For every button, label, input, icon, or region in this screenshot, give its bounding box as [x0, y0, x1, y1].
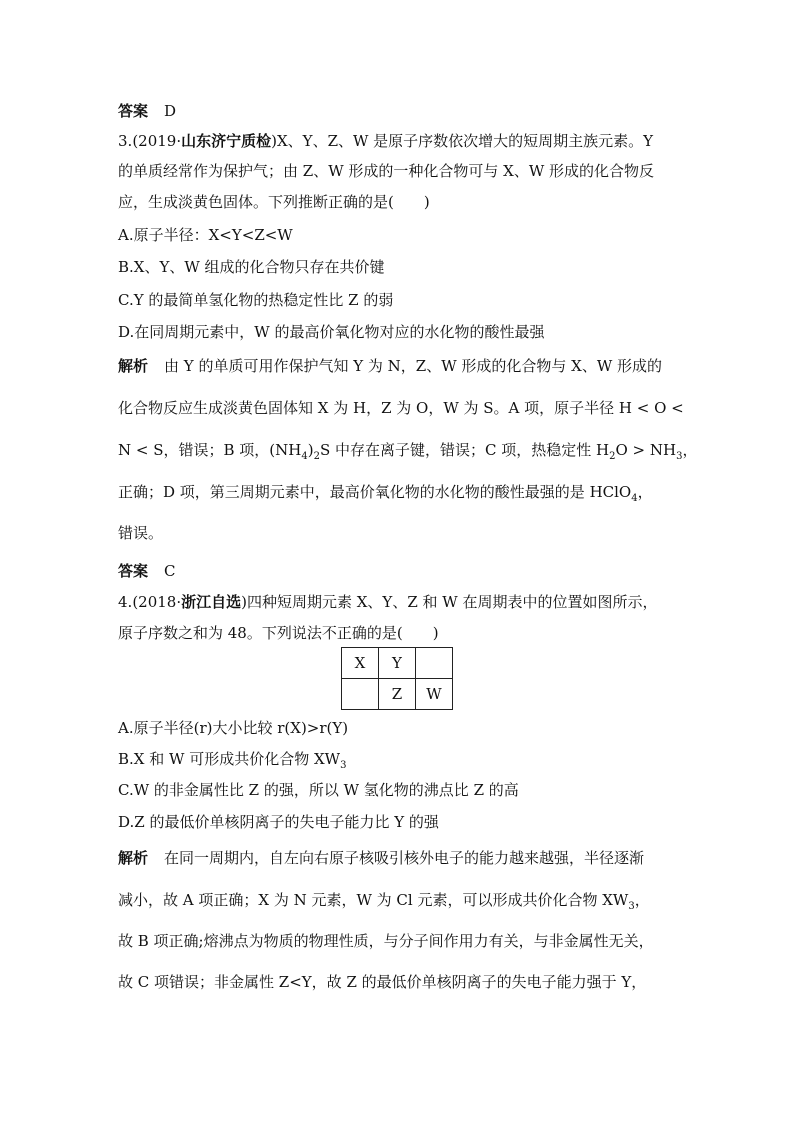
q3-option-c: C.Y 的最简单氢化物的热稳定性比 Z 的弱	[118, 291, 394, 309]
q3-analysis-4b: ，	[637, 483, 653, 501]
table-row	[342, 679, 453, 710]
q3-source-close: )	[271, 132, 277, 150]
q4-analysis-2a: 减小，故 A 项正确；X 为 N 元素，W 为 Cl 元素，可以形成共价化合物 XW	[118, 891, 629, 909]
q3-analysis-1: 由 Y 的单质可用作保护气知 Y 为 N，Z、W 形成的化合物与 X、W 形成的	[164, 357, 663, 375]
q4-option-b-sub: 3	[340, 760, 347, 771]
table-cell: Y	[379, 648, 416, 679]
q3-stem-line-3: 应，生成淡黄色固体。下列推断正确的是( )	[118, 193, 430, 211]
answer-label: 答案	[118, 562, 149, 580]
q4-option-b-text: B.X 和 W 可形成共价化合物 XW	[118, 750, 341, 768]
q2-answer: D	[164, 102, 177, 120]
table-row	[342, 648, 453, 679]
q3-source-open: (2019·	[132, 132, 182, 150]
q3-option-d: D.在同周期元素中，W 的最高价氧化物对应的水化物的酸性最强	[118, 323, 545, 341]
q3-analysis-3-sub3: 2	[609, 451, 616, 462]
q4-option-d: D.Z 的最低价单核阴离子的失电子能力比 Y 的强	[118, 813, 439, 831]
q4-analysis-line-1	[118, 848, 644, 868]
q3-option-b: B.X、Y、W 组成的化合物只存在共价键	[118, 258, 385, 276]
q3-analysis-3e: ，	[682, 441, 698, 459]
table-cell	[342, 679, 379, 710]
periodic-table-fragment	[341, 647, 453, 710]
q4-source-close: )	[241, 593, 247, 611]
q4-source-open: (2018·	[132, 593, 182, 611]
analysis-label: 解析	[118, 357, 149, 375]
q4-analysis-line-4: 故 C 项错误；非金属性 Z<Y，故 Z 的最低价单核阴离子的失电子能力强于 Y，	[118, 973, 647, 991]
q2-answer-line	[118, 101, 176, 121]
q4-source: 浙江自选	[181, 593, 242, 611]
q3-analysis-4a: 正确；D 项，第三周期元素中，最高价氧化物的水化物的酸性最强的是 HClO	[118, 483, 632, 501]
q4-analysis-1: 在同一周期内，自左向右原子核吸引核外电子的能力越来越强，半径逐渐	[164, 849, 645, 867]
answer-label: 答案	[118, 102, 149, 120]
q3-analysis-line-2: 化合物反应生成淡黄色固体知 X 为 H，Z 为 O，W 为 S。A 项，原子半径 H < O <	[118, 399, 684, 417]
q3-analysis-line-3	[118, 440, 697, 467]
table-cell	[416, 648, 453, 679]
q3-analysis-3-sub4: 3	[676, 451, 683, 462]
table-cell: W	[416, 679, 453, 710]
q4-stem-line-1	[118, 592, 657, 612]
q3-analysis-line-4	[118, 482, 653, 509]
q3-analysis-3c: S 中存在离子键，错误；C 项，热稳定性 H	[319, 441, 610, 459]
q3-analysis-3-sub1: 4	[301, 451, 308, 462]
q4-analysis-2b: ，	[634, 891, 650, 909]
q4-stem-line-2: 原子序数之和为 48。下列说法不正确的是( )	[118, 624, 439, 642]
q3-analysis-3d: O > NH	[615, 441, 677, 459]
q3-analysis-line-5: 错误。	[118, 524, 164, 542]
q3-stem-line-2: 的单质经常作为保护气；由 Z、W 形成的一种化合物可与 X、W 形成的化合物反	[118, 162, 655, 180]
q4-option-a: A.原子半径(r)大小比较 r(X)>r(Y)	[118, 719, 349, 737]
q4-number: 4.	[118, 593, 133, 611]
q4-analysis-line-3: 故 B 项正确;熔沸点为物质的物理性质，与分子间作用力有关，与非金属性无关，	[118, 932, 654, 950]
q3-analysis-3b: )	[307, 441, 314, 459]
q3-analysis-3a: N < S，错误；B 项，(NH	[118, 441, 302, 459]
q3-number: 3.	[118, 132, 133, 150]
q3-stem-line-1	[118, 131, 653, 151]
table-cell: Z	[379, 679, 416, 710]
analysis-label: 解析	[118, 849, 149, 867]
q3-answer: C	[164, 562, 176, 580]
q4-analysis-line-2	[118, 890, 650, 917]
q3-analysis-4-sub: 4	[631, 493, 638, 504]
q3-analysis-3-sub2: 2	[313, 451, 320, 462]
q4-analysis-2-sub: 3	[628, 901, 635, 912]
table-cell: X	[342, 648, 379, 679]
q4-option-b	[118, 749, 346, 776]
q3-source: 山东济宁质检	[181, 132, 272, 150]
q3-analysis-line-1	[118, 356, 662, 376]
q3-stem-1: X、Y、Z、W 是原子序数依次增大的短周期主族元素。Y	[276, 132, 654, 150]
q3-answer-line	[118, 561, 176, 581]
q4-stem-1: 四种短周期元素 X、Y、Z 和 W 在周期表中的位置如图所示，	[246, 593, 658, 611]
q4-option-c: C.W 的非金属性比 Z 的强，所以 W 氢化物的沸点比 Z 的高	[118, 781, 519, 799]
q3-option-a: A.原子半径：X<Y<Z<W	[118, 226, 293, 244]
